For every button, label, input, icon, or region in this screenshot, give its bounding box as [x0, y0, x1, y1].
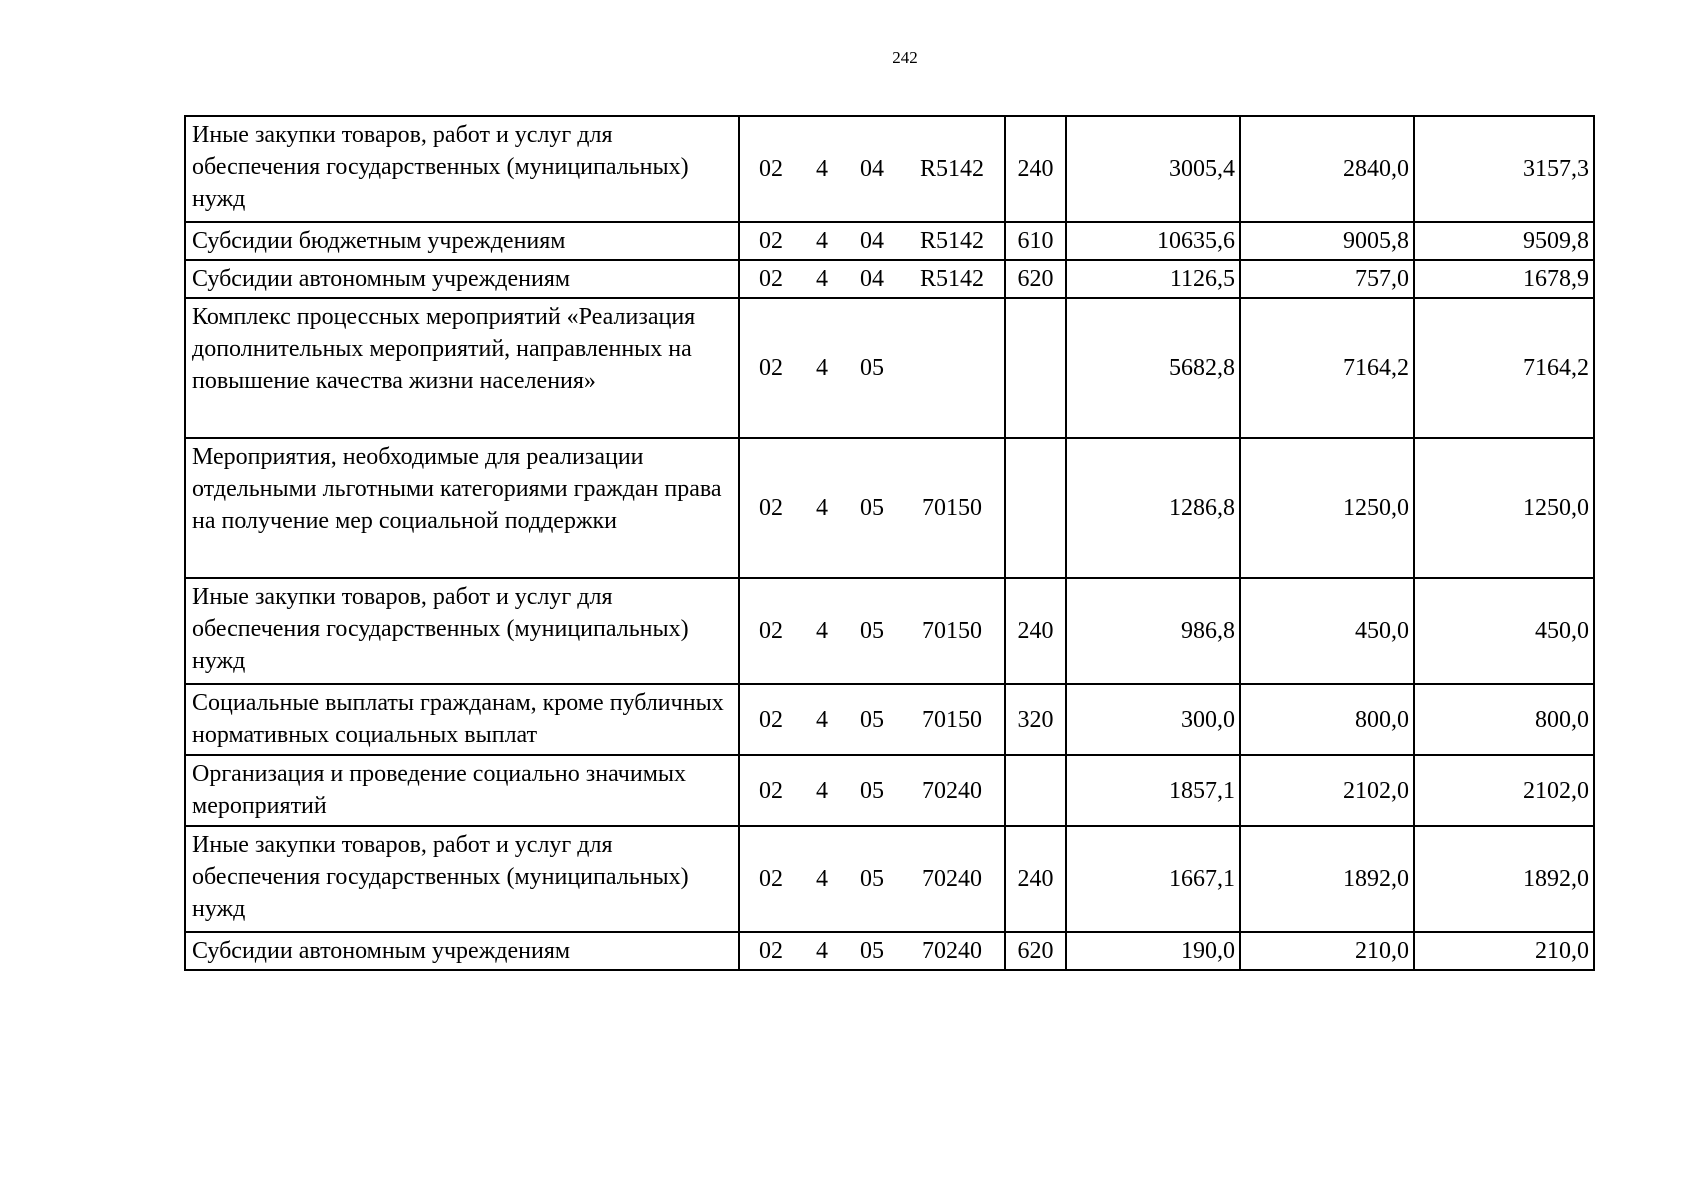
- amount-year-1: 300,0: [1066, 684, 1240, 755]
- amount-year-3: 7164,2: [1414, 298, 1594, 438]
- amount-year-1: 190,0: [1066, 932, 1240, 970]
- expense-type-code: [1005, 755, 1066, 826]
- table-row: [185, 578, 1594, 684]
- code-program: 02: [759, 266, 783, 292]
- amount-year-2: 7164,2: [1240, 298, 1414, 438]
- row-codes: [739, 260, 1005, 298]
- code-program: 02: [759, 228, 783, 254]
- amount-year-3: 450,0: [1414, 578, 1594, 684]
- amount-year-1: 1286,8: [1066, 438, 1240, 578]
- expense-type-code: 620: [1005, 260, 1066, 298]
- page-number: 242: [892, 48, 918, 67]
- expense-type-code: 240: [1005, 578, 1066, 684]
- row-codes: [739, 298, 1005, 438]
- amount-year-3: 9509,8: [1414, 222, 1594, 260]
- code-main-event: 04: [860, 266, 884, 292]
- row-codes: [739, 826, 1005, 932]
- amount-year-1: 1667,1: [1066, 826, 1240, 932]
- amount-year-2: 2840,0: [1240, 116, 1414, 222]
- row-name: Организация и проведение социально значимых мероприятий: [185, 755, 739, 826]
- amount-year-1: 1857,1: [1066, 755, 1240, 826]
- amount-year-1: 1126,5: [1066, 260, 1240, 298]
- amount-year-3: 1250,0: [1414, 438, 1594, 578]
- amount-year-3: 210,0: [1414, 932, 1594, 970]
- row-name: Социальные выплаты гражданам, кроме публичных нормативных социальных выплат: [185, 684, 739, 755]
- amount-year-3: 3157,3: [1414, 116, 1594, 222]
- amount-year-2: 1250,0: [1240, 438, 1414, 578]
- code-main-event: 05: [860, 866, 884, 892]
- row-codes: [739, 222, 1005, 260]
- row-codes: [739, 755, 1005, 826]
- row-name: Иные закупки товаров, работ и услуг для обеспечения государственных (муниципальных) нужд: [185, 826, 739, 932]
- amount-year-3: 2102,0: [1414, 755, 1594, 826]
- amount-year-2: 800,0: [1240, 684, 1414, 755]
- row-name: Субсидии автономным учреждениям: [185, 260, 739, 298]
- code-program: 02: [759, 156, 783, 182]
- row-name: Субсидии бюджетным учреждениям: [185, 222, 739, 260]
- expense-type-code: [1005, 298, 1066, 438]
- table-row: [185, 438, 1594, 578]
- code-main-event: 05: [860, 355, 884, 381]
- row-name: Субсидии автономным учреждениям: [185, 932, 739, 970]
- code-main-event: 04: [860, 228, 884, 254]
- amount-year-2: 1892,0: [1240, 826, 1414, 932]
- code-subprogram: 4: [816, 777, 828, 804]
- code-program: 02: [759, 495, 783, 521]
- amount-year-1: 986,8: [1066, 578, 1240, 684]
- code-program: 02: [759, 866, 783, 892]
- code-direction: 70150: [922, 618, 982, 644]
- expense-type-code: 240: [1005, 116, 1066, 222]
- amount-year-3: 1892,0: [1414, 826, 1594, 932]
- code-direction: 70150: [922, 706, 982, 733]
- row-codes: [739, 438, 1005, 578]
- code-subprogram: 4: [816, 706, 828, 733]
- code-main-event: 05: [860, 938, 884, 964]
- amount-year-2: 210,0: [1240, 932, 1414, 970]
- expense-type-code: 620: [1005, 932, 1066, 970]
- code-direction: 70150: [922, 495, 982, 521]
- code-main-event: 04: [860, 156, 884, 182]
- row-codes: [739, 684, 1005, 755]
- code-main-event: 05: [860, 495, 884, 521]
- row-name: Комплекс процессных мероприятий «Реализация дополнительных мероприятий, направленных на повышение качества жизни населения»: [185, 298, 739, 438]
- amount-year-3: 1678,9: [1414, 260, 1594, 298]
- amount-year-2: 757,0: [1240, 260, 1414, 298]
- table-row: [185, 932, 1594, 970]
- amount-year-2: 450,0: [1240, 578, 1414, 684]
- budget-table: [184, 115, 1595, 971]
- code-direction: 70240: [922, 938, 982, 964]
- amount-year-1: 3005,4: [1066, 116, 1240, 222]
- code-subprogram: 4: [816, 156, 828, 182]
- expense-type-code: 240: [1005, 826, 1066, 932]
- row-codes: [739, 932, 1005, 970]
- code-program: 02: [759, 355, 783, 381]
- table-row: [185, 755, 1594, 826]
- amount-year-1: 10635,6: [1066, 222, 1240, 260]
- code-subprogram: 4: [816, 266, 828, 292]
- code-subprogram: 4: [816, 938, 828, 964]
- code-direction: 70240: [922, 866, 982, 892]
- table-row: [185, 684, 1594, 755]
- row-name: Иные закупки товаров, работ и услуг для обеспечения государственных (муниципальных) нужд: [185, 578, 739, 684]
- amount-year-2: 2102,0: [1240, 755, 1414, 826]
- code-program: 02: [759, 938, 783, 964]
- row-codes: [739, 578, 1005, 684]
- code-subprogram: 4: [816, 228, 828, 254]
- row-name: Мероприятия, необходимые для реализации отдельными льготными категориями граждан права на получение мер социальной поддержки: [185, 438, 739, 578]
- code-subprogram: 4: [816, 618, 828, 644]
- table-row: [185, 222, 1594, 260]
- expense-type-code: [1005, 438, 1066, 578]
- code-program: 02: [759, 618, 783, 644]
- amount-year-1: 5682,8: [1066, 298, 1240, 438]
- expense-type-code: 320: [1005, 684, 1066, 755]
- amount-year-2: 9005,8: [1240, 222, 1414, 260]
- code-direction: R5142: [919, 228, 984, 254]
- code-main-event: 05: [860, 618, 884, 644]
- code-direction: R5142: [919, 156, 984, 182]
- row-codes: [739, 116, 1005, 222]
- code-subprogram: 4: [816, 355, 828, 381]
- code-main-event: 05: [860, 777, 884, 804]
- expense-type-code: 610: [1005, 222, 1066, 260]
- table-row: [185, 826, 1594, 932]
- code-direction: R5142: [919, 266, 984, 292]
- code-main-event: 05: [860, 706, 884, 733]
- row-name: Иные закупки товаров, работ и услуг для обеспечения государственных (муниципальных) нужд: [185, 116, 739, 222]
- amount-year-3: 800,0: [1414, 684, 1594, 755]
- table-row: [185, 298, 1594, 438]
- table-row: [185, 260, 1594, 298]
- table-row: [185, 116, 1594, 222]
- code-subprogram: 4: [816, 495, 828, 521]
- code-program: 02: [759, 777, 783, 804]
- code-program: 02: [759, 706, 783, 733]
- code-direction: 70240: [922, 777, 982, 804]
- code-subprogram: 4: [816, 866, 828, 892]
